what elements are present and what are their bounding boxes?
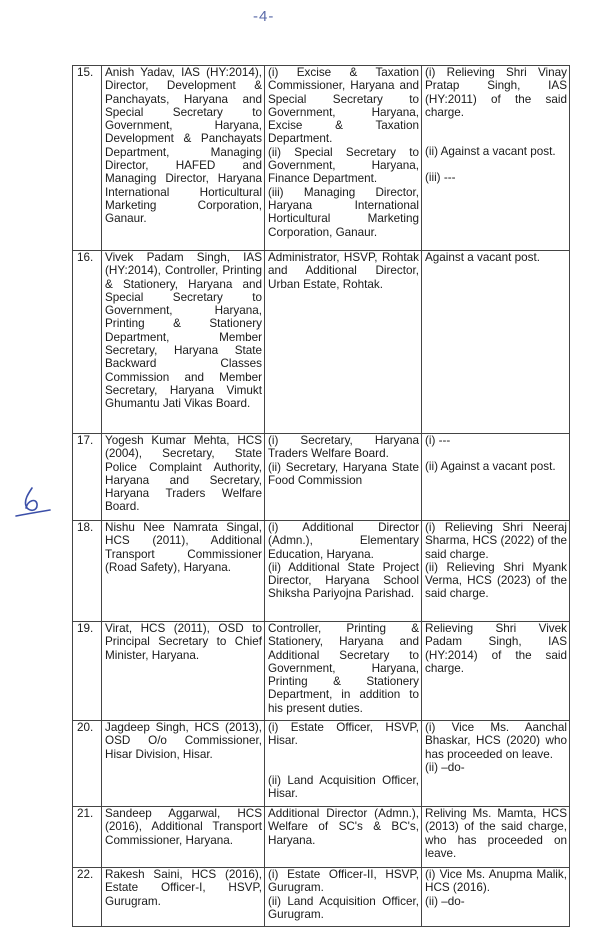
- serial-number: 18.: [73, 521, 102, 622]
- officer-details: Sandeep Aggarwal, HCS (2016), Additional Transport Commissioner, Haryana.: [102, 807, 265, 868]
- officer-details: Jagdeep Singh, HCS (2013), OSD O/o Commissioner, Hisar Division, Hisar.: [102, 721, 265, 807]
- officer-details: Anish Yadav, IAS (HY:2014), Director, Development & Panchayats, Haryana and Special Secretary to Government, Haryana, Development & Panchayats Department, Managing Director, HAFED and Managing Director, Haryana International Horticultural Marketing Corporation, Ganaur.: [102, 66, 265, 251]
- serial-number: 17.: [73, 434, 102, 521]
- table-row: [73, 721, 570, 807]
- table-row: [73, 807, 570, 868]
- serial-number: 21.: [73, 807, 102, 868]
- new-posting: (i) Estate Officer, HSVP, Hisar. (ii) Land Acquisition Officer, Hisar.: [265, 721, 422, 807]
- new-posting: (i) Additional Director (Admn.), Elementary Education, Haryana. (ii) Additional State Project Director, Haryana School Shiksha Pariyojna Parishad.: [265, 521, 422, 622]
- remarks: (i) Vice Ms. Aanchal Bhaskar, HCS (2020) who has proceeded on leave. (ii) –do-: [422, 721, 570, 807]
- new-posting: (i) Secretary, Haryana Traders Welfare Board. (ii) Secretary, Haryana State Food Commission: [265, 434, 422, 521]
- table-row: [73, 434, 570, 521]
- remarks: Against a vacant post.: [422, 251, 570, 434]
- serial-number: 19.: [73, 622, 102, 721]
- officer-details: Rakesh Saini, HCS (2016), Estate Officer-I, HSVP, Gurugram.: [102, 868, 265, 927]
- remarks: (i) Vice Ms. Anupma Malik, HCS (2016). (ii) –do-: [422, 868, 570, 927]
- table-row: [73, 251, 570, 434]
- new-posting: (i) Excise & Taxation Commissioner, Haryana and Special Secretary to Government, Haryana, Excise & Taxation Department. (ii) Special Secretary to Government, Haryana, Finance Department. (iii) Managing Director, Haryana International Horticultural Marketing Corporation, Ganaur.: [265, 66, 422, 251]
- new-posting: Additional Director (Admn.), Welfare of SC's & BC's, Haryana.: [265, 807, 422, 868]
- serial-number: 16.: [73, 251, 102, 434]
- table-row: [73, 521, 570, 622]
- new-posting: Administrator, HSVP, Rohtak and Additional Director, Urban Estate, Rohtak.: [265, 251, 422, 434]
- table-row: [73, 868, 570, 927]
- new-posting: (i) Estate Officer-II, HSVP, Gurugram. (ii) Land Acquisition Officer, Gurugram.: [265, 868, 422, 927]
- serial-number: 22.: [73, 868, 102, 927]
- officer-details: Virat, HCS (2011), OSD to Principal Secretary to Chief Minister, Haryana.: [102, 622, 265, 721]
- handwritten-initial-mark: [12, 482, 56, 526]
- remarks: Relieving Shri Vivek Padam Singh, IAS (HY:2014) of the said charge.: [422, 622, 570, 721]
- remarks: (i) Relieving Shri Neeraj Sharma, HCS (2022) of the said charge. (ii) Relieving Shri Myank Verma, HCS (2023) of the said charge.: [422, 521, 570, 622]
- page-number: -4-: [253, 8, 275, 25]
- table-row: [73, 622, 570, 721]
- new-posting: Controller, Printing & Stationery, Haryana and Additional Secretary to Government, Haryana, Printing & Stationery Department, in addition to his present duties.: [265, 622, 422, 721]
- remarks: (i) --- (ii) Against a vacant post.: [422, 434, 570, 521]
- remarks: (i) Relieving Shri Vinay Pratap Singh, IAS (HY:2011) of the said charge. (ii) Against a vacant post. (iii) ---: [422, 66, 570, 251]
- serial-number: 15.: [73, 66, 102, 251]
- remarks: Reliving Ms. Mamta, HCS (2013) of the said charge, who has proceeded on leave.: [422, 807, 570, 868]
- table-row: [73, 66, 570, 251]
- serial-number: 20.: [73, 721, 102, 807]
- officer-details: Vivek Padam Singh, IAS (HY:2014), Controller, Printing & Stationery, Haryana and Special Secretary to Government, Haryana, Printing & Stationery Department, Member Secretary, Haryana State Backward Classes Commission and Member Secretary, Haryana Vimukt Ghumantu Jati Vikas Board.: [102, 251, 265, 434]
- officer-details: Yogesh Kumar Mehta, HCS (2004), Secretary, State Police Complaint Authority, Haryana and Secretary, Haryana Traders Welfare Board.: [102, 434, 265, 521]
- officer-details: Nishu Nee Namrata Singal, HCS (2011), Additional Transport Commissioner (Road Safety), Haryana.: [102, 521, 265, 622]
- transfer-postings-table: [72, 65, 570, 927]
